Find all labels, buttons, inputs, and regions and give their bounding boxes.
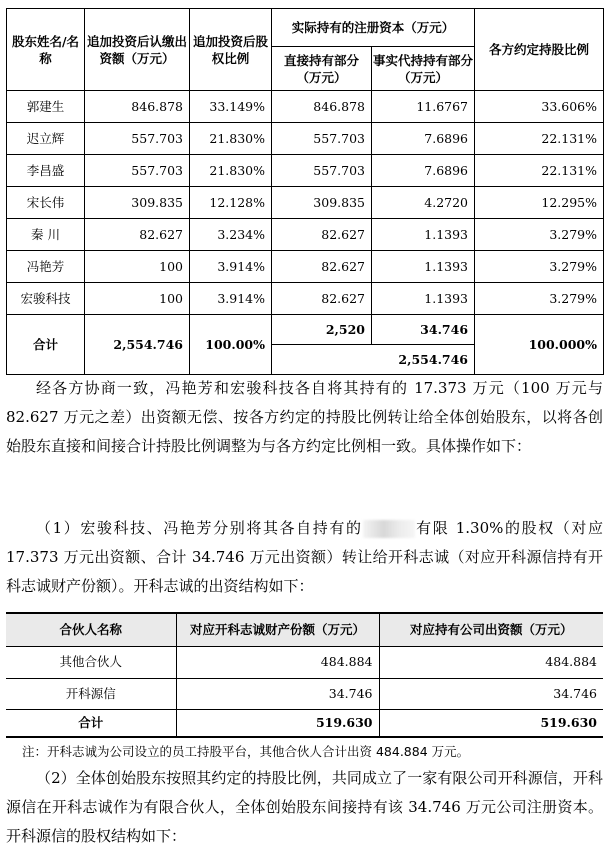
total-share: 519.630 <box>176 709 379 737</box>
cell-agreed: 22.131% <box>475 123 604 155</box>
cell-indirect: 1.1393 <box>372 283 475 315</box>
paragraph-step-2: （2）全体创始股东按照其约定的持股比例，共同成立了一家有限公司开科源信，开科源信在开科志诚作为有限合伙人，全体创始股东间接持有该 34.746 万元公司注册资本。开科源信的股权结构如下： <box>6 769 603 845</box>
cell-name: 李昌盛 <box>7 155 85 187</box>
header-ratio: 追加投资后股权比例 <box>190 9 272 91</box>
cell-direct: 82.627 <box>272 251 372 283</box>
total-capital: 519.630 <box>379 709 603 737</box>
total-label: 合计 <box>6 709 176 737</box>
cell-name: 郭建生 <box>7 91 85 123</box>
cell-direct: 846.878 <box>272 91 372 123</box>
cell-agreed: 33.606% <box>475 91 604 123</box>
cell-subscribed: 100 <box>85 251 190 283</box>
cell-direct: 82.627 <box>272 219 372 251</box>
header-share: 对应开科志诚财产份额（万元） <box>176 613 379 646</box>
header-actual: 实际持有的注册资本（万元） <box>272 9 475 47</box>
header-direct: 直接持有部分（万元） <box>272 47 372 91</box>
cell-name: 秦 川 <box>7 219 85 251</box>
cell-agreed: 22.131% <box>475 155 604 187</box>
cell-subscribed: 82.627 <box>85 219 190 251</box>
cell-direct: 309.835 <box>272 187 372 219</box>
cell-agreed: 3.279% <box>475 219 604 251</box>
paragraph-step-1 <box>6 514 603 601</box>
cell-subscribed: 100 <box>85 283 190 315</box>
cell-subscribed: 557.703 <box>85 123 190 155</box>
cell-agreed: 12.295% <box>475 187 604 219</box>
table-row <box>7 283 604 315</box>
cell-indirect: 1.1393 <box>372 251 475 283</box>
cell-share: 34.746 <box>176 678 379 709</box>
paragraph-step-1-part-a: （1）宏骏科技、冯艳芳分别将其各自持有的 <box>36 519 363 537</box>
cell-name: 冯艳芳 <box>7 251 85 283</box>
cell-ratio: 21.830% <box>190 123 272 155</box>
table-row <box>7 123 604 155</box>
cell-capital: 484.884 <box>379 646 603 678</box>
cell-subscribed: 309.835 <box>85 187 190 219</box>
cell-direct: 82.627 <box>272 283 372 315</box>
cell-subscribed: 846.878 <box>85 91 190 123</box>
cell-agreed: 3.279% <box>475 251 604 283</box>
table-row <box>7 91 604 123</box>
total-direct: 2,520 <box>272 315 372 345</box>
total-label: 合计 <box>7 315 85 375</box>
cell-partner: 其他合伙人 <box>6 646 176 678</box>
cell-ratio: 21.830% <box>190 155 272 187</box>
cell-ratio: 33.149% <box>190 91 272 123</box>
table-row <box>7 219 604 251</box>
cell-capital: 34.746 <box>379 678 603 709</box>
cell-ratio: 3.234% <box>190 219 272 251</box>
header-agreed: 各方约定持股比例 <box>475 9 604 91</box>
table-row <box>6 678 603 709</box>
cell-indirect: 11.6767 <box>372 91 475 123</box>
header-partner: 合伙人名称 <box>6 613 176 646</box>
paragraph-step-1-part-b: 有限 1.30%的股权（对应 17.373 万元出资额、合计 34.746 万元出资额）转让给开科志诚（对应开科源信持有开科志诚财产份额）。开科志诚的出资结构如下： <box>6 519 604 595</box>
cell-partner: 开科源信 <box>6 678 176 709</box>
cell-indirect: 4.2720 <box>372 187 475 219</box>
table-row <box>7 155 604 187</box>
header-name: 股东姓名/名称 <box>7 9 85 91</box>
cell-indirect: 7.6896 <box>372 155 475 187</box>
total-ratio: 100.00% <box>190 315 272 375</box>
cell-ratio: 12.128% <box>190 187 272 219</box>
total-row <box>7 315 604 345</box>
total-subscribed: 2,554.746 <box>85 315 190 375</box>
total-agreed: 100.000% <box>475 315 604 375</box>
cell-indirect: 1.1393 <box>372 219 475 251</box>
header-subscribed: 追加投资后认缴出资额（万元） <box>85 9 190 91</box>
cell-direct: 557.703 <box>272 155 372 187</box>
total-indirect: 34.746 <box>372 315 475 345</box>
cell-name: 宋长伟 <box>7 187 85 219</box>
header-capital: 对应持有公司出资额（万元） <box>379 613 603 646</box>
cell-subscribed: 557.703 <box>85 155 190 187</box>
cell-share: 484.884 <box>176 646 379 678</box>
cell-ratio: 3.914% <box>190 283 272 315</box>
total-actual-combined: 2,554.746 <box>272 345 475 375</box>
cell-direct: 557.703 <box>272 123 372 155</box>
total-row <box>6 709 603 737</box>
shareholder-capital-table <box>6 8 604 375</box>
cell-indirect: 7.6896 <box>372 123 475 155</box>
table-note: 注：开科志诚为公司设立的员工持股平台，其他合伙人合计出资 484.884 万元。 <box>22 744 470 759</box>
cell-name: 宏骏科技 <box>7 283 85 315</box>
cell-name: 迟立辉 <box>7 123 85 155</box>
table-row <box>6 646 603 678</box>
cell-ratio: 3.914% <box>190 251 272 283</box>
header-indirect: 事实代持持有部分（万元） <box>372 47 475 91</box>
redaction-mark <box>363 520 415 538</box>
table-row <box>7 251 604 283</box>
paragraph-transfer-intro: 经各方协商一致，冯艳芳和宏骏科技各自将其持有的 17.373 万元（100 万元与 82.627 万元之差）出资额无偿、按各方约定的持股比例转让给全体创始股东，以将各创始股东直接和间接合计持股比例调整为与各方约定比例相一致。具体操作如下： <box>6 379 603 455</box>
partnership-structure-table <box>6 612 603 738</box>
table-row <box>7 187 604 219</box>
cell-agreed: 3.279% <box>475 283 604 315</box>
